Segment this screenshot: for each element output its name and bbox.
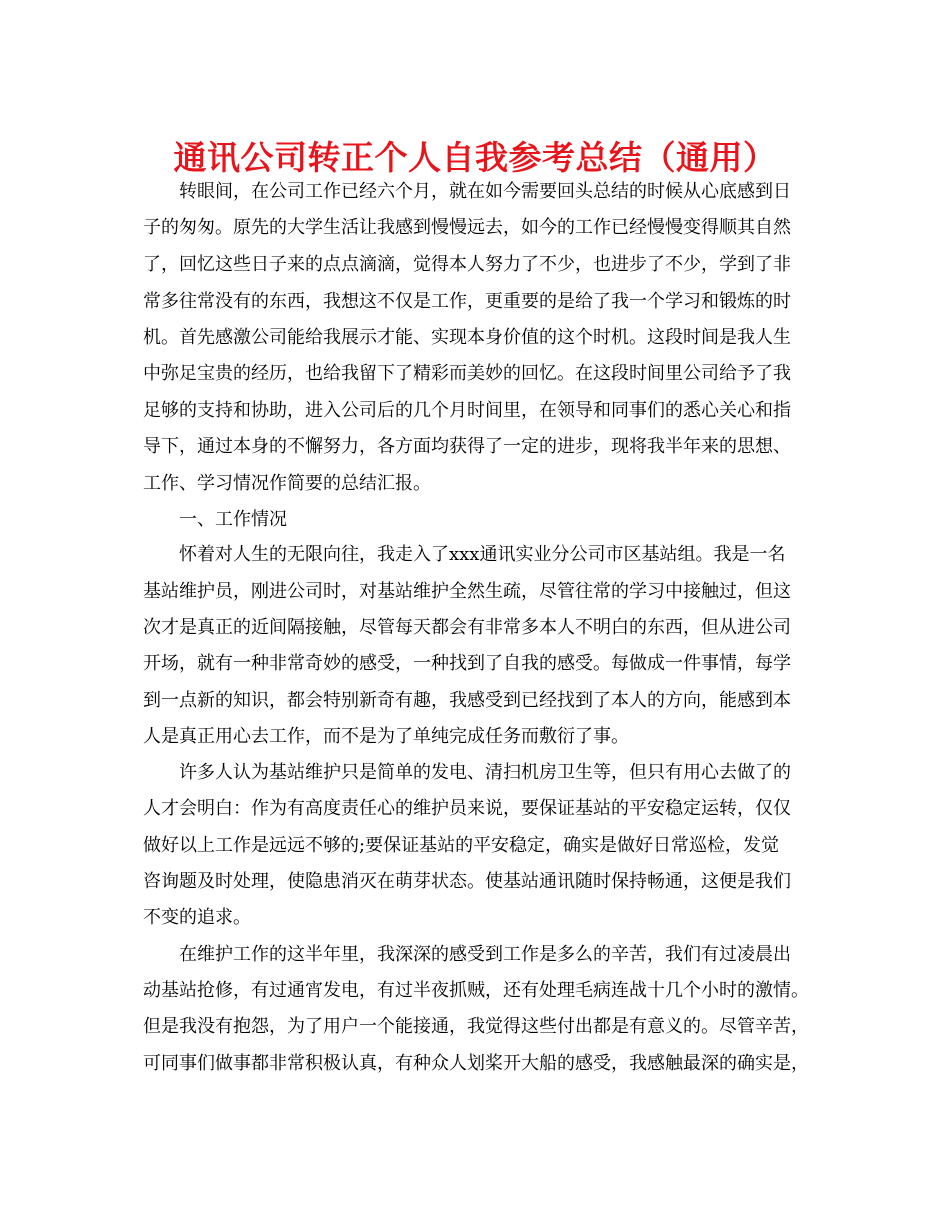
text-line: 开场，就有一种非常奇妙的感受，一种找到了自我的感受。每做成一件事情，每学 [143, 653, 791, 674]
text-line: 在维护工作的这半年里，我深深的感受到工作是多么的辛苦，我们有过凌晨出 [179, 944, 791, 965]
text-line: 转眼间，在公司工作已经六个月，就在如今需要回头总结的时候从心底感到日 [179, 181, 791, 202]
text-line: 咨询题及时处理，使隐患消灭在萌芽状态。使基站通讯随时保持畅通，这便是我们 [143, 871, 791, 892]
text-line: 机。首先感激公司能给我展示才能、实现本身价值的这个时机。这段时间是我人生 [143, 327, 791, 348]
text-line: 了，回忆这些日子来的点点滴滴，觉得本人努力了不少，也进步了不少，学到了非 [143, 254, 791, 275]
text-line: 基站维护员，刚进公司时，对基站维护全然生疏，尽管往常的学习中接触过，但这 [143, 581, 791, 602]
text-line: 不变的追求。 [143, 907, 251, 928]
text-line: 可同事们做事都非常积极认真，有种众人划桨开大船的感受，我感触最深的确实是， [143, 1053, 809, 1074]
text-line: 次才是真正的近间隔接触，尽管每天都会有非常多本人不明白的东西，但从进公司 [143, 617, 791, 638]
text-line: 许多人认为基站维护只是简单的发电、清扫机房卫生等，但只有用心去做了的 [179, 762, 791, 783]
text-line: 工作、学习情况作简要的总结汇报。 [143, 473, 431, 494]
text-line: 足够的支持和协助，进入公司后的几个月时间里，在领导和同事们的悉心关心和指 [143, 400, 791, 421]
text-line: 做好以上工作是远远不够的;要保证基站的平安稳定，确实是做好日常巡检，发觉 [143, 835, 780, 856]
text-line: 怀着对人生的无限向往，我走入了xxx通讯实业分公司市区基站组。我是一名 [179, 544, 786, 565]
text-line: 到一点新的知识，都会特别新奇有趣，我感受到已经找到了本人的方向，能感到本 [143, 690, 791, 711]
section-heading: 一、工作情况 [179, 509, 287, 530]
text-line: 但是我没有抱怨，为了用户一个能接通，我觉得这些付出都是有意义的。尽管辛苦， [143, 1016, 809, 1037]
text-line: 导下，通过本身的不懈努力，各方面均获得了一定的进步，现将我半年来的思想、 [143, 436, 791, 457]
document-title: 通讯公司转正个人自我参考总结（通用） [173, 138, 777, 177]
text-line: 人是真正用心去工作，而不是为了单纯完成任务而敷衍了事。 [143, 726, 629, 747]
text-line: 子的匆匆。原先的大学生活让我感到慢慢远去，如今的工作已经慢慢变得顺其自然 [143, 217, 791, 238]
text-line: 动基站抢修，有过通宵发电，有过半夜抓贼，还有处理毛病连战十几个小时的激情。 [143, 980, 809, 1001]
text-line: 人才会明白：作为有高度责任心的维护员来说，要保证基站的平安稳定运转，仅仅 [143, 798, 791, 819]
text-line: 常多往常没有的东西，我想这不仅是工作，更重要的是给了我一个学习和锻炼的时 [143, 291, 791, 312]
text-line: 中弥足宝贵的经历，也给我留下了精彩而美妙的回忆。在这段时间里公司给予了我 [143, 363, 791, 384]
